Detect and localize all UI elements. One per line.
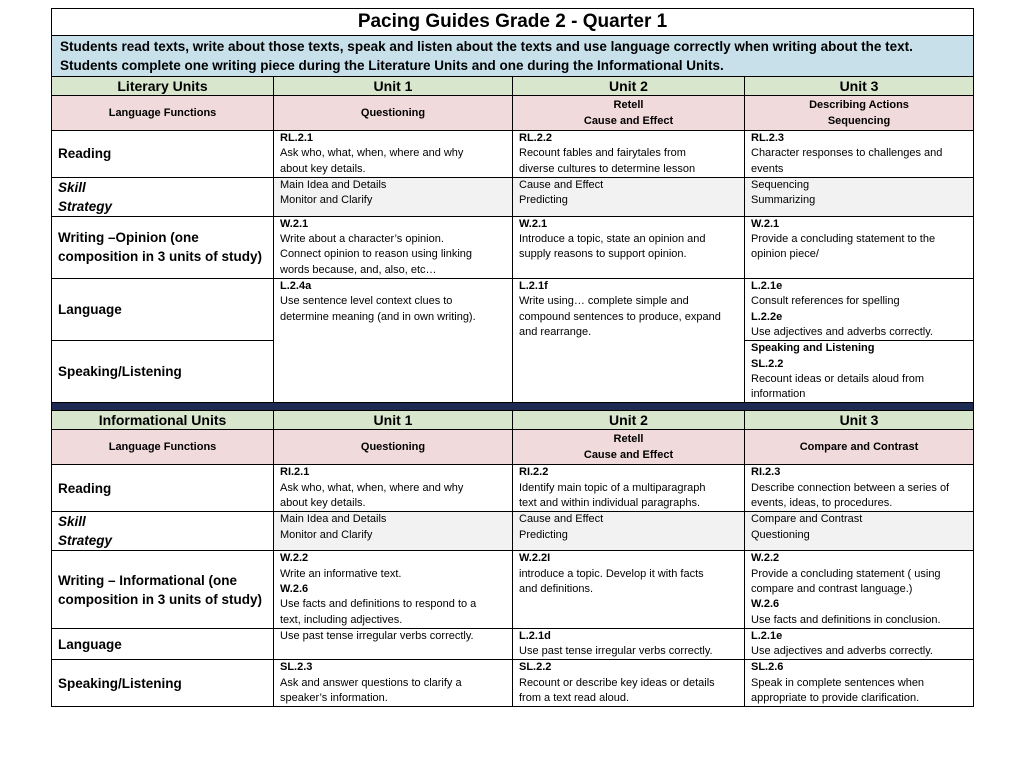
title-row	[52, 9, 974, 36]
lf-unit1: Questioning	[274, 96, 513, 131]
info-language-unit3: L.2.1e Use adjectives and adverbs correctly.	[745, 628, 974, 660]
literary-skill-row	[52, 177, 974, 216]
info-lf-unit2: Retell Cause and Effect	[513, 430, 745, 465]
lit-writing-unit1: W.2.1 Write about a character’s opinion. Connect opinion to reason using linking words because, and, also, etc…	[274, 216, 513, 278]
lit-reading-unit1: RL.2.1 Ask who, what, when, where and why about key details.	[274, 131, 513, 178]
lf-unit2: Retell Cause and Effect	[513, 96, 745, 131]
info-lf-unit1: Questioning	[274, 430, 513, 465]
info-language-row	[52, 628, 974, 660]
language-functions-label: Language Functions	[52, 430, 274, 465]
page-title: Pacing Guides Grade 2 - Quarter 1	[52, 9, 974, 36]
info-speaking-unit1: SL.2.3 Ask and answer questions to clarify a speaker’s information.	[274, 660, 513, 707]
info-skill-unit2: Cause and Effect Predicting	[513, 512, 745, 551]
lit-writing-unit2: W.2.1 Introduce a topic, state an opinion and supply reasons to support opinion.	[513, 216, 745, 278]
literary-unit2-header: Unit 2	[513, 77, 745, 96]
lit-skill-unit2: Cause and Effect Predicting	[513, 177, 745, 216]
pacing-guide-table	[51, 8, 974, 707]
literary-writing-row	[52, 216, 974, 278]
writing-opinion-label: Writing –Opinion (one composition in 3 units of study)	[52, 216, 274, 278]
info-skill-row	[52, 512, 974, 551]
skill-strategy-label: Skill Strategy	[52, 512, 274, 551]
info-unit2-header: Unit 2	[513, 411, 745, 430]
info-skill-unit1: Main Idea and Details Monitor and Clarify	[274, 512, 513, 551]
language-functions-label: Language Functions	[52, 96, 274, 131]
info-reading-unit1: RI.2.1 Ask who, what, when, where and why about key details.	[274, 465, 513, 512]
section-divider	[52, 403, 974, 411]
lf-unit3: Describing Actions Sequencing	[745, 96, 974, 131]
writing-informational-label: Writing – Informational (one composition in 3 units of study)	[52, 551, 274, 628]
intro-text: Students read texts, write about those texts, speak and listen about the texts and use language correctly when writing about the text. Students complete one writing piece during the Literature Units and one during the Informational Units.	[52, 36, 974, 77]
literary-language-functions-row	[52, 96, 974, 131]
literary-units-header: Literary Units	[52, 77, 274, 96]
info-language-functions-row	[52, 430, 974, 465]
info-reading-row	[52, 465, 974, 512]
lit-speaking-unit3: Speaking and Listening SL.2.2 Recount ideas or details aloud from information	[745, 341, 974, 403]
info-unit1-header: Unit 1	[274, 411, 513, 430]
literary-unit3-header: Unit 3	[745, 77, 974, 96]
lit-writing-unit3: W.2.1 Provide a concluding statement to the opinion piece/	[745, 216, 974, 278]
language-label: Language	[52, 628, 274, 660]
info-reading-unit2: RI.2.2 Identify main topic of a multiparagraph text and within individual paragraphs.	[513, 465, 745, 512]
lit-reading-unit3: RL.2.3 Character responses to challenges and events	[745, 131, 974, 178]
speaking-listening-label: Speaking/Listening	[52, 660, 274, 707]
info-speaking-unit2: SL.2.2 Recount or describe key ideas or details from a text read aloud.	[513, 660, 745, 707]
reading-label: Reading	[52, 465, 274, 512]
intro-row	[52, 36, 974, 77]
lit-skill-unit3: Sequencing Summarizing	[745, 177, 974, 216]
info-reading-unit3: RI.2.3 Describe connection between a series of events, ideas, to procedures.	[745, 465, 974, 512]
info-writing-unit1: W.2.2 Write an informative text. W.2.6 Use facts and definitions to respond to a text, including adjectives.	[274, 551, 513, 628]
info-speaking-row	[52, 660, 974, 707]
informational-units-header: Informational Units	[52, 411, 274, 430]
info-writing-unit3: W.2.2 Provide a concluding statement ( using compare and contrast language.) W.2.6 Use facts and definitions in conclusion.	[745, 551, 974, 628]
info-writing-row	[52, 551, 974, 628]
lit-language-unit2: L.2.1f Write using… complete simple and compound sentences to produce, expand and rearrange.	[513, 279, 745, 403]
reading-label: Reading	[52, 131, 274, 178]
lit-skill-unit1: Main Idea and Details Monitor and Clarify	[274, 177, 513, 216]
info-language-unit2: L.2.1d Use past tense irregular verbs correctly.	[513, 628, 745, 660]
lit-language-unit3: L.2.1e Consult references for spelling L.2.2e Use adjectives and adverbs correctly.	[745, 279, 974, 341]
skill-strategy-label: Skill Strategy	[52, 177, 274, 216]
info-language-unit1: Use past tense irregular verbs correctly.	[274, 628, 513, 660]
literary-reading-row	[52, 131, 974, 178]
info-writing-unit2: W.2.2I introduce a topic. Develop it with facts and definitions.	[513, 551, 745, 628]
literary-language-row	[52, 279, 974, 341]
literary-header-row	[52, 77, 974, 96]
info-skill-unit3: Compare and Contrast Questioning	[745, 512, 974, 551]
literary-unit1-header: Unit 1	[274, 77, 513, 96]
informational-header-row	[52, 411, 974, 430]
info-speaking-unit3: SL.2.6 Speak in complete sentences when appropriate to provide clarification.	[745, 660, 974, 707]
language-label: Language	[52, 279, 274, 341]
info-unit3-header: Unit 3	[745, 411, 974, 430]
info-lf-unit3: Compare and Contrast	[745, 430, 974, 465]
speaking-listening-label: Speaking/Listening	[52, 341, 274, 403]
lit-reading-unit2: RL.2.2 Recount fables and fairytales from diverse cultures to determine lesson	[513, 131, 745, 178]
lit-language-unit1: L.2.4a Use sentence level context clues to determine meaning (and in own writing).	[274, 279, 513, 403]
